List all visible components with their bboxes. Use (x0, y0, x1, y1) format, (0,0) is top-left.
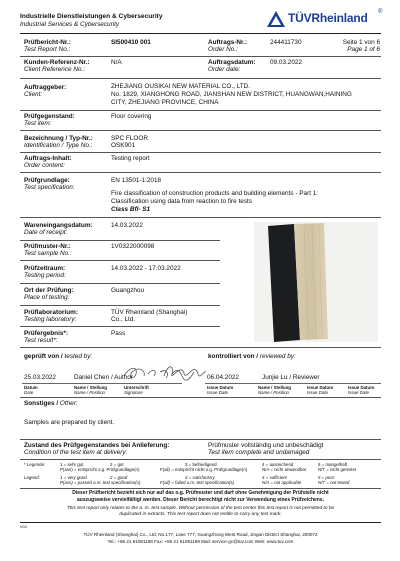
lab-value-2: Co., Ltd. (111, 316, 136, 323)
page-number-en: Page 1 of 6 (347, 46, 380, 53)
client-ref-label-en: Client Reference No.: (24, 66, 86, 73)
designation-value-2: OSK901 (111, 142, 136, 149)
order-content-label-en: Order content: (24, 162, 65, 169)
col-signature-de: Unterschrift (124, 385, 149, 390)
logo-text: TÜVRheinland (288, 11, 368, 25)
place-label-de: Ort der Prüfung: (24, 287, 74, 294)
place-value: Guangzhou (111, 287, 145, 294)
order-content-value: Testing report (111, 155, 150, 162)
divider (20, 522, 381, 523)
divider (20, 172, 381, 173)
tested-date: 25.03.2022 (24, 374, 56, 381)
logo-reg: ® (378, 9, 383, 15)
test-item-label-de: Prüfgegenstand: (24, 113, 75, 120)
col-issue-date-de-2: Issue Datum (307, 385, 334, 390)
divider (20, 260, 220, 261)
divider (20, 56, 381, 57)
legend-en-na: N/A = not applicable (262, 480, 302, 485)
legend-de-nt: N/T = nicht getestet (318, 467, 357, 472)
receipt-label-en: Date of receipt: (24, 229, 68, 236)
signature-line (22, 383, 182, 384)
company-name-de: Industrielle Dienstleistungen & Cybersecurity (20, 13, 163, 20)
address-line1: TÜV Rheinland (Shanghai) Co., Ltd. No.177, Lane 777, Guangzhong West Road, Jingan District Shanghai, 200072 (83, 532, 318, 537)
address-line2: Tel.: +86 21 61081188 Fax: +86 21 61081199 Mail: service-gc@tuv.com Web: www.tuv.com (107, 539, 294, 544)
divider (20, 130, 381, 131)
condition-label-en: Condition of the test item at delivery: (24, 449, 128, 456)
legend-de-5: 5 = mangelhaft (318, 462, 348, 467)
legend-en-3: 3 = satisfactory (185, 475, 215, 480)
lab-value-1: TÜV Rheinland (Shanghai) (111, 309, 188, 316)
legend-de-pass: P(ass) = entspricht o.g. Prüfgrundlage(n) (60, 467, 140, 472)
other-label-de: Sonstiges / (24, 400, 59, 407)
test-item-label-en: Test item: (24, 120, 52, 127)
sample-no-value: 1V0322000098 (111, 243, 155, 250)
reviewed-date: 06.04.2022 (207, 374, 239, 381)
tuv-logo (266, 9, 384, 29)
col-issue-date-en-3: Issue Date (348, 390, 369, 395)
col-signature-en: Signature (124, 390, 143, 395)
company-name-en: Industrial Services & Cybersecurity (20, 21, 120, 28)
disclaimer-de-line2: auszugsweise vervielfältigt werden. Dieser Bericht berechtigt nicht zur Verwendung eines Prüfzeichens. (76, 497, 325, 503)
client-address-line1: No. 1829, XIANGHONG ROAD, JIANSHAN NEW DISTRICT, HUANGWAN,HAINING (111, 91, 352, 98)
receipt-value: 14.03.2022 (111, 222, 143, 229)
reviewed-by-label-de: kontrolliert von / (208, 353, 259, 360)
triangle-logo-icon (266, 10, 286, 28)
condition-value-en: Test item complete and undamaged (208, 449, 310, 456)
lab-label-en: Testing laboratory: (24, 316, 77, 323)
tested-by-label (24, 353, 92, 360)
legend-en-4: 4 = sufficient (262, 475, 287, 480)
legend-de-4: 4 = ausreichend (262, 462, 294, 467)
disclaimer-en-line2: duplicated in extracts. This test report does not entitle to carry any test mark. (119, 512, 282, 517)
test-spec-standard: EN 13501-1:2018 (111, 177, 162, 184)
divider (20, 283, 220, 284)
order-date-label-en: Order date: (208, 66, 241, 73)
reviewed-name: Junjie Lu / Reviewer (262, 374, 320, 381)
version-label: V04 (20, 525, 27, 529)
tested-by-label-de: geprüft von / (24, 353, 63, 360)
col-issue-date-de-3: Issue Datum (348, 385, 375, 390)
divider (20, 459, 381, 460)
tested-name: Daniel Chen / Author (74, 374, 133, 381)
reviewer-signature-icon (160, 360, 210, 384)
sample-no-label-de: Prüfmuster-Nr.: (24, 243, 71, 250)
divider (20, 488, 381, 489)
test-spec-class: Class Bfl- S1 (111, 206, 151, 213)
legend-en-1: 1 = very good (60, 475, 87, 480)
other-label (24, 400, 78, 407)
designation-label-en: Identification / Type No.: (24, 142, 93, 149)
legend-de-1: 1 = sehr gut (60, 462, 84, 467)
receipt-label-de: Wareneingangsdatum: (24, 222, 93, 229)
testing-period-value: 14.03.2022 - 17.03.2022 (111, 265, 181, 272)
col-name-en: Name / Position (74, 390, 105, 395)
client-label-en: Client: (24, 91, 43, 98)
floor-sample-image (254, 222, 378, 342)
divider (20, 110, 381, 111)
client-address-line2: CITY, ZHEJIANG PROVINCE, CHINA (111, 99, 219, 106)
reviewed-by-label-en: reviewed by: (259, 353, 296, 360)
order-date-label-de: Auftragsdatum: (208, 59, 256, 66)
designation-value-1: SPC FLOOR (111, 135, 148, 142)
divider (20, 397, 381, 398)
col-name-de-2: Name / Stellung (258, 385, 291, 390)
col-issue-date-en-2: Issue Date (307, 390, 328, 395)
result-value: Pass (111, 330, 126, 337)
legend-en-nt: N/T = not tested (318, 480, 350, 485)
designation-label-de: Bezeichnung / Typ-Nr.: (24, 135, 93, 142)
other-value: Samples are prepared by client. (24, 419, 115, 426)
client-label-de: Auftraggeber: (24, 84, 67, 91)
tested-by-label-en: tested by: (64, 353, 93, 360)
report-no-label-en: Test Report No.: (24, 46, 71, 53)
legend-de-3: 3 = befriedigend (185, 462, 217, 467)
disclaimer-en-line1: This test report only relates to the a. m. test sample. Without permission of the test center this test report is not permitted to be (66, 506, 335, 511)
divider (20, 326, 220, 327)
legend-en-pass: P(ass) = passed a.m. test specification(s) (60, 480, 141, 485)
col-name-en-2: Name / Position (258, 390, 289, 395)
test-item-value: Floor covering (111, 113, 152, 120)
divider (20, 240, 220, 241)
divider (20, 305, 220, 306)
result-label-en: Test result*: (24, 337, 58, 344)
legend-label-de: * Legende: (24, 462, 46, 467)
legend-en-2: 2 = good (110, 475, 128, 480)
col-issue-date-en: Issue Date (207, 390, 228, 395)
result-label-de: Prüfergebnis*: (24, 330, 69, 337)
sample-photo (254, 222, 378, 342)
condition-label-de: Zustand des Prüfgegenstandes bei Anlieferung: (24, 442, 170, 449)
col-date: Date (24, 390, 34, 395)
report-no-value: SI500410 001 (111, 39, 151, 46)
reviewed-by-label (208, 353, 296, 360)
test-spec-desc-line1: Fire classification of construction products and building elements - Part 1: (111, 190, 319, 197)
page-number-de: Seite 1 von 6 (342, 39, 380, 46)
divider (20, 152, 381, 153)
disclaimer-de-line1: Dieser Prüfbericht bezieht sich nur auf das o.g. Prüfmuster und darf ohne Genehmigung der Prüfstelle nicht (72, 490, 329, 496)
signature-line (205, 383, 381, 384)
order-date-value: 09.03.2022 (270, 59, 302, 66)
test-spec-label-en: Test specification: (24, 184, 75, 191)
divider (20, 33, 381, 34)
divider (20, 217, 381, 218)
order-content-label-de: Auftrags-Inhalt: (24, 155, 72, 162)
divider (20, 347, 381, 348)
place-label-en: Place of testing: (24, 294, 70, 301)
legend-de-fail: F(ail) = entspricht nicht o.g. Prüfgrundlage(n) (160, 467, 248, 472)
divider (20, 439, 381, 440)
other-label-en: Other: (59, 400, 78, 407)
test-spec-desc-line2: Classification using data from reaction to fire tests (111, 198, 253, 205)
client-ref-value: N/A (111, 59, 122, 66)
client-ref-label-de: Kunden-Referenz-Nr.: (24, 59, 90, 66)
lab-label-de: Prüflaboratorium: (24, 309, 78, 316)
col-issue-date-de: Issue Datum (207, 385, 234, 390)
order-no-label-en: Order No.: (208, 46, 238, 53)
sample-no-label-en: Test sample No.: (24, 250, 72, 257)
legend-label-en: Legend: (24, 475, 40, 480)
legend-en-fail: F(ail) = failed a.m. test specification(s) (160, 480, 235, 485)
legend-en-5: 5 = poor (318, 475, 335, 480)
client-name: ZHEJIANG OUSIKAI NEW MATERIAL CO., LTD. (111, 83, 251, 90)
legend-de-2: 2 = gut (110, 462, 124, 467)
testing-period-label-de: Prüfzeitraum: (24, 265, 66, 272)
condition-value-de: Prüfmuster vollständig und unbeschädigt (208, 442, 324, 449)
col-datum: Datum (24, 385, 38, 390)
report-no-label-de: Prüfbericht-Nr.: (24, 39, 71, 46)
testing-period-label-en: Testing period: (24, 272, 66, 279)
order-no-label-de: Auftrags-Nr.: (208, 39, 248, 46)
col-name-de: Name / Stellung (74, 385, 107, 390)
legend-de-na: N/A = nicht anwendbar (262, 467, 307, 472)
test-spec-label-de: Prüfgrundlage: (24, 177, 70, 184)
divider (20, 78, 381, 79)
order-no-value: 244411730 (270, 39, 302, 46)
